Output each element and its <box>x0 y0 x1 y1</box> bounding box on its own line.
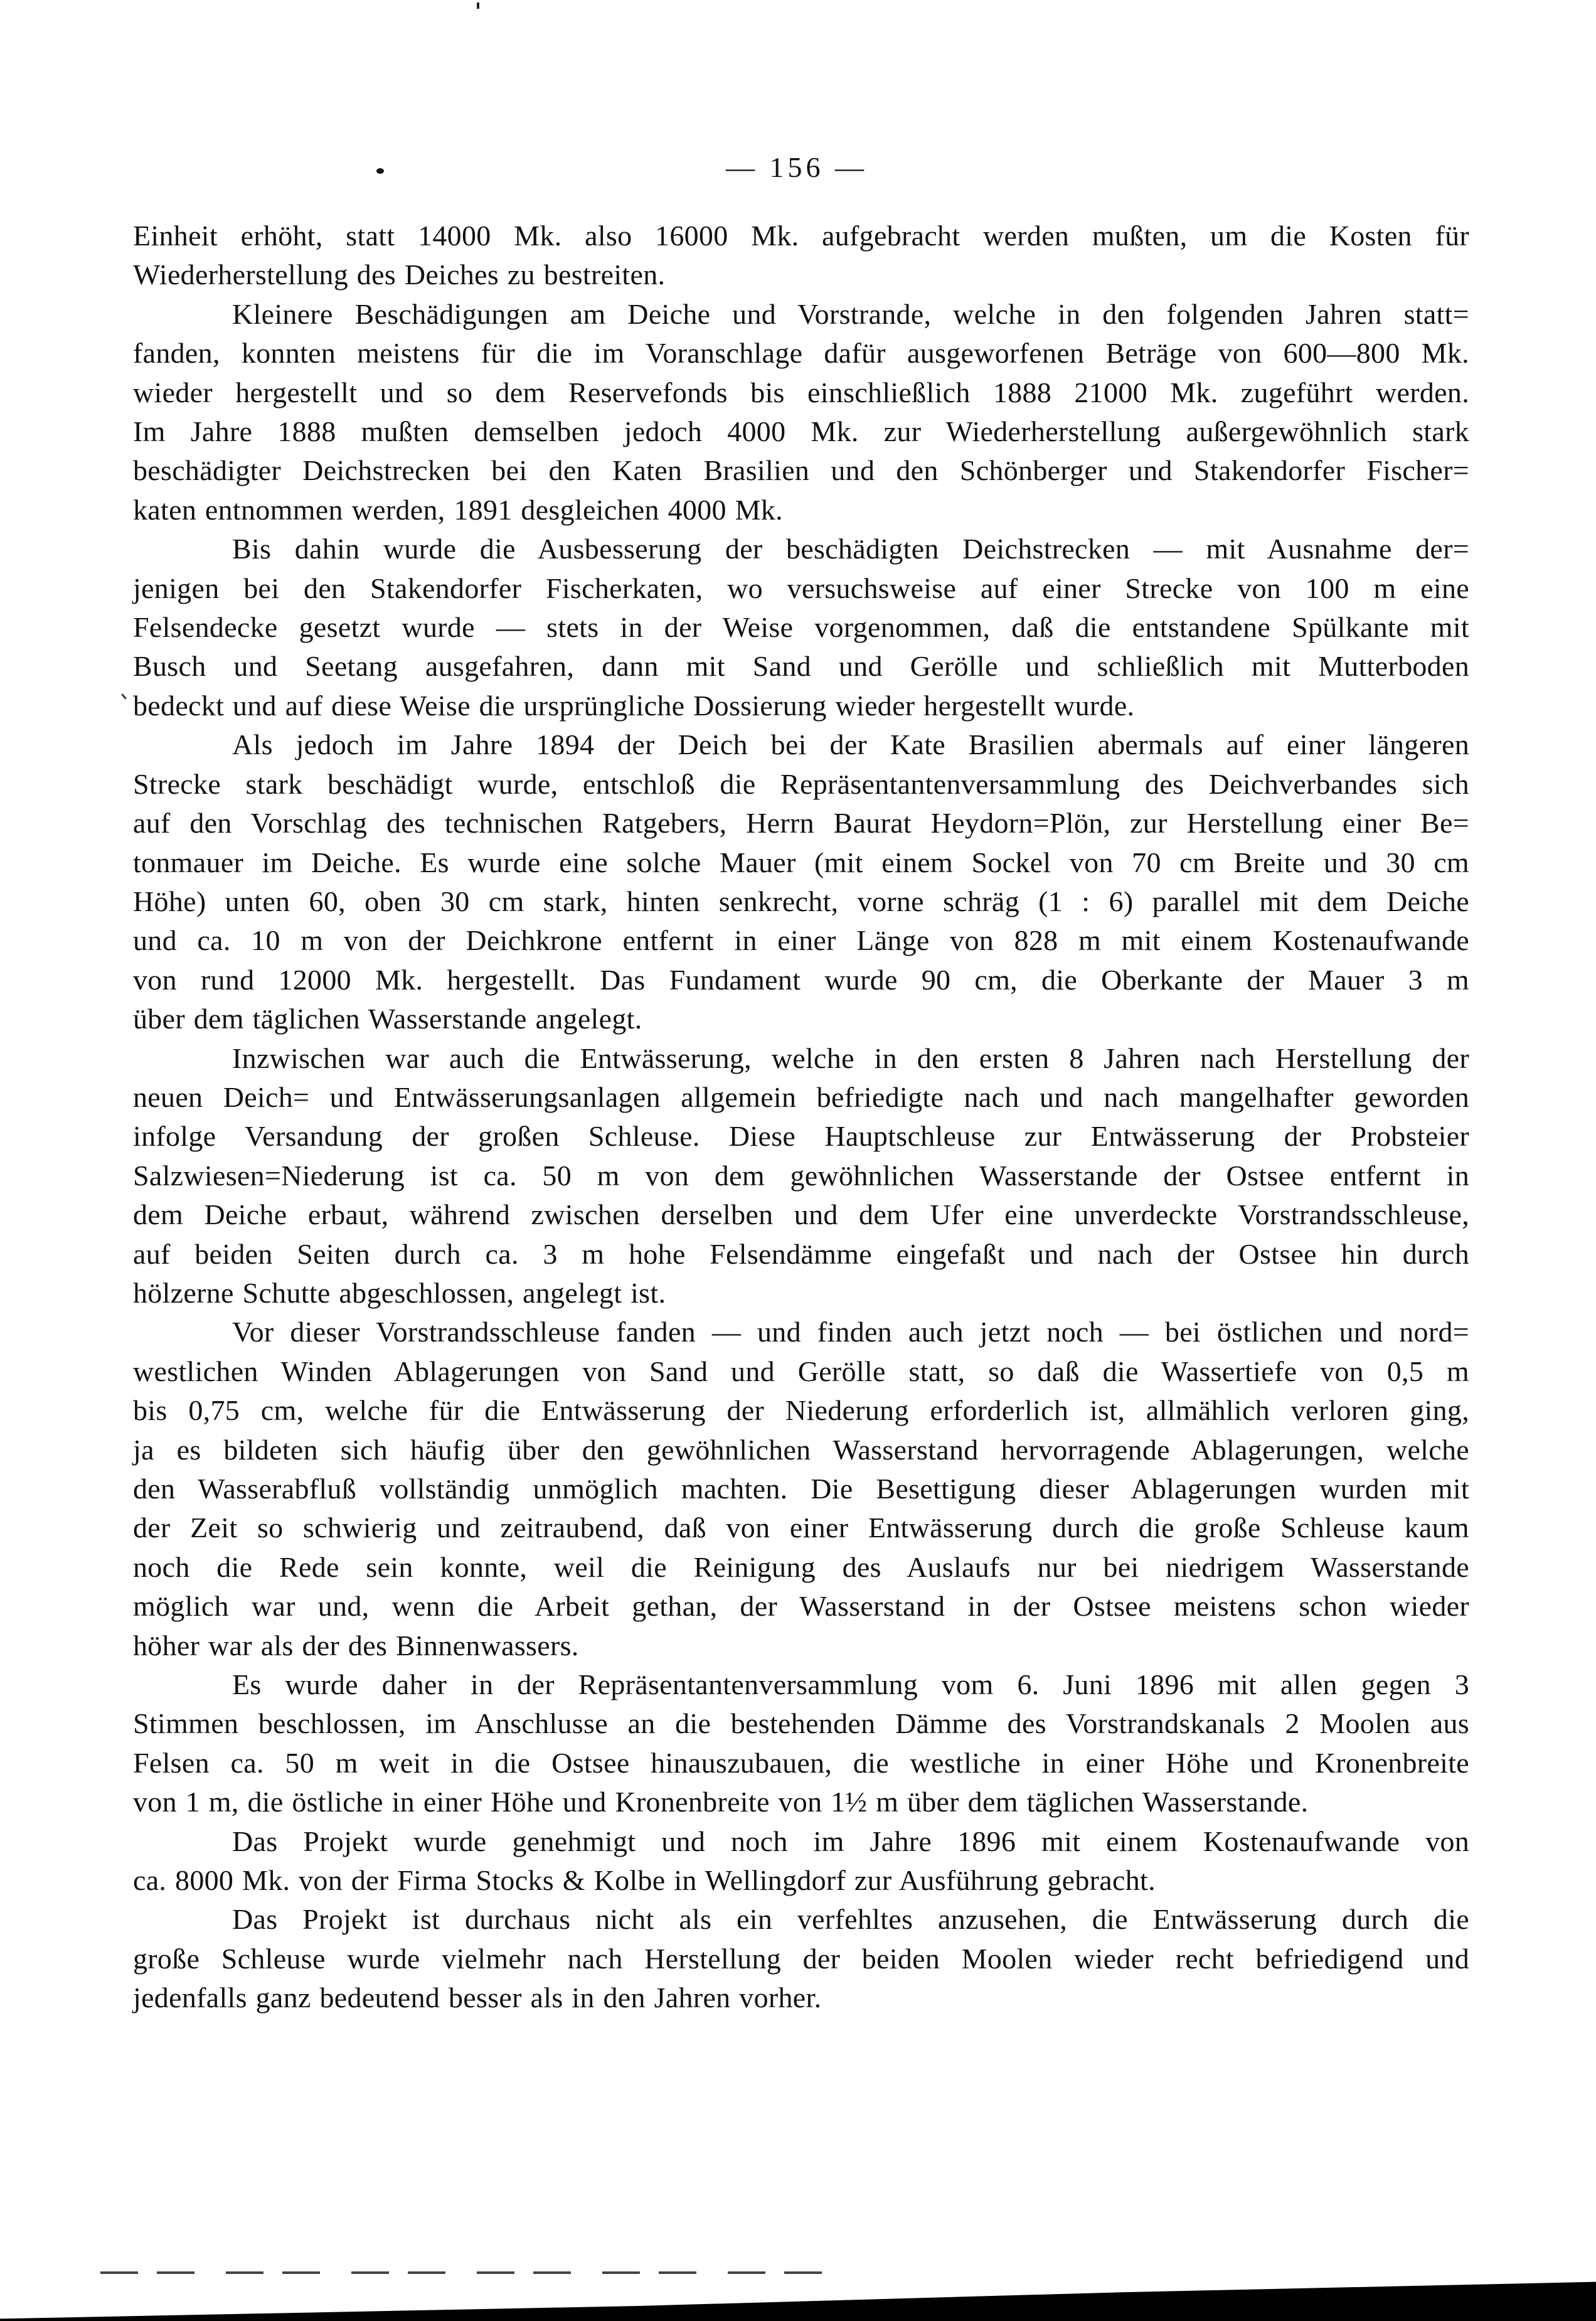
text-line: dem Deiche erbaut, während zwischen derselben und dem Ufer eine unverdeckte Vorstrandsschleuse, <box>133 1198 1469 1231</box>
text-line: und ca. 10 m von der Deichkrone entfernt in einer Länge von 828 m mit einem Kostenaufwande <box>133 924 1469 957</box>
paragraph <box>133 1313 1469 1665</box>
scan-artifact-tick <box>121 693 127 700</box>
text-line: Das Projekt wurde genehmigt und noch im Jahre 1896 mit einem Kostenaufwande von <box>232 1825 1469 1857</box>
text-line: Einheit erhöht, statt 14000 Mk. also 16000 Mk. aufgebracht werden mußten, um die Kosten für <box>133 220 1469 252</box>
text-line: katen entnommen werden, 1891 desgleichen 4000 Mk. <box>133 493 783 526</box>
paragraph <box>133 530 1469 725</box>
paragraph <box>133 1039 1469 1313</box>
text-line: über dem täglichen Wasserstande angelegt. <box>133 1003 642 1035</box>
text-line: auf beiden Seiten durch ca. 3 m hohe Felsendämme eingefaßt und nach der Ostsee hin durch <box>133 1237 1469 1270</box>
text-line: noch die Rede sein konnte, weil die Reinigung des Auslaufs nur bei niedrigem Wasserstande <box>133 1550 1469 1583</box>
text-line: ja es bildeten sich häufig über den gewöhnlichen Wasserstand hervorragende Ablagerungen, welche <box>133 1433 1469 1466</box>
text-line: bedeckt und auf diese Weise die ursprüngliche Dossierung wieder hergestellt wurde. <box>133 689 1135 722</box>
text-line: tonmauer im Deiche. Es wurde eine solche Mauer (mit einem Sockel von 70 cm Breite und 30 cm <box>133 846 1469 878</box>
text-line: möglich war und, wenn die Arbeit gethan, der Wasserstand in der Ostsee meistens schon wieder <box>133 1590 1469 1623</box>
text-line: wieder hergestellt und so dem Reservefonds bis einschließlich 1888 21000 Mk. zugeführt werden. <box>133 376 1469 408</box>
text-line: Inzwischen war auch die Entwässerung, welche in den ersten 8 Jahren nach Herstellung der <box>232 1042 1469 1074</box>
text-line: Als jedoch im Jahre 1894 der Deich bei der Kate Brasilien abermals auf einer längeren <box>232 728 1469 761</box>
text-line: Wiederherstellung des Deiches zu bestreiten. <box>133 259 666 291</box>
text-line: Stimmen beschlossen, im Anschlusse an die bestehenden Dämme des Vorstrandskanals 2 Moolen aus <box>133 1707 1469 1740</box>
scan-edge-shadow <box>0 2246 1596 2321</box>
text-line: Das Projekt ist durchaus nicht als ein verfehltes anzusehen, die Entwässerung durch die <box>232 1903 1469 1936</box>
scan-artifact-dust <box>100 2271 822 2274</box>
paragraph <box>133 216 1469 295</box>
paragraph <box>133 295 1469 530</box>
scan-artifact-mark <box>477 3 479 9</box>
paragraph <box>133 725 1469 1038</box>
text-line: beschädigter Deichstrecken bei den Katen Brasilien und den Schönberger und Stakendorfer Fischer= <box>133 454 1469 487</box>
text-line: fanden, konnten meistens für die im Voranschlage dafür ausgeworfenen Beträge von 600—800 Mk. <box>133 337 1469 370</box>
text-line: infolge Versandung der großen Schleuse. Diese Hauptschleuse zur Entwässerung der Probsteier <box>133 1120 1469 1153</box>
text-line: den Wasserabfluß vollständig unmöglich machten. Die Besettigung dieser Ablagerungen wurden mit <box>133 1473 1469 1505</box>
text-line: Im Jahre 1888 mußten demselben jedoch 4000 Mk. zur Wiederherstellung außergewöhnlich stark <box>133 415 1469 448</box>
page-header <box>0 144 1596 188</box>
scan-artifact-dot <box>376 168 384 174</box>
text-line: hölzerne Schutte abgeschlossen, angelegt ist. <box>133 1276 666 1309</box>
text-line: bis 0,75 cm, welche für die Entwässerung der Niederung erforderlich ist, allmählich verloren ging, <box>133 1394 1469 1427</box>
text-line: ca. 8000 Mk. von der Firma Stocks & Kolbe in Wellingdorf zur Ausführung gebracht. <box>133 1864 1156 1897</box>
text-line: Strecke stark beschädigt wurde, entschloß die Repräsentantenversammlung des Deichverbandes sich <box>133 767 1469 800</box>
text-line: höher war als der des Binnenwassers. <box>133 1629 579 1662</box>
paragraph <box>133 1822 1469 1901</box>
text-line: große Schleuse wurde vielmehr nach Herstellung der beiden Moolen wieder recht befriedigend und <box>133 1942 1469 1975</box>
text-line: Felsen ca. 50 m weit in die Ostsee hinauszubauen, die westliche in einer Höhe und Kronenbreite <box>133 1746 1469 1779</box>
text-line: Felsendecke gesetzt wurde — stets in der Weise vorgenommen, daß die entstandene Spülkante mit <box>133 611 1469 644</box>
text-line: Es wurde daher in der Repräsentantenversammlung vom 6. Juni 1896 mit allen gegen 3 <box>232 1668 1469 1701</box>
text-line: neuen Deich= und Entwässerungsanlagen allgemein befriedigte nach und nach mangelhafter geworden <box>133 1080 1469 1113</box>
text-line: westlichen Winden Ablagerungen von Sand und Gerölle statt, so daß die Wassertiefe von 0,5 m <box>133 1355 1469 1387</box>
paragraph <box>133 1900 1469 2017</box>
paragraph <box>133 1665 1469 1822</box>
page-number: — 156 — <box>726 151 868 183</box>
text-line: der Zeit so schwierig und zeitraubend, daß von einer Entwässerung durch die große Schleuse kaum <box>133 1512 1469 1544</box>
text-line: Vor dieser Vorstrandsschleuse fanden — und finden auch jetzt noch — bei östlichen und nord= <box>232 1316 1469 1348</box>
text-line: Busch und Seetang ausgefahren, dann mit Sand und Gerölle und schließlich mit Mutterboden <box>133 650 1469 683</box>
text-line: jedenfalls ganz bedeutend besser als in den Jahren vorher. <box>133 1982 822 2014</box>
text-line: Bis dahin wurde die Ausbesserung der beschädigten Deichstrecken — mit Ausnahme der= <box>232 533 1469 565</box>
text-line: von rund 12000 Mk. hergestellt. Das Fundament wurde 90 cm, die Oberkante der Mauer 3 m <box>133 963 1469 996</box>
body-text <box>133 216 1469 2018</box>
text-line: von 1 m, die östliche in einer Höhe und Kronenbreite von 1½ m über dem täglichen Wasserstande. <box>133 1786 1309 1818</box>
text-line: Kleinere Beschädigungen am Deiche und Vorstrande, welche in den folgenden Jahren statt= <box>232 297 1469 330</box>
text-line: jenigen bei den Stakendorfer Fischerkaten, wo versuchsweise auf einer Strecke von 100 m eine <box>133 572 1469 604</box>
text-line: auf den Vorschlag des technischen Ratgebers, Herrn Baurat Heydorn=Plön, zur Herstellung einer Be= <box>133 807 1469 840</box>
text-line: Salzwiesen=Niederung ist ca. 50 m von dem gewöhnlichen Wasserstande der Ostsee entfernt in <box>133 1159 1469 1192</box>
text-line: Höhe) unten 60, oben 30 cm stark, hinten senkrecht, vorne schräg (1 : 6) parallel mit dem Deiche <box>133 885 1469 917</box>
